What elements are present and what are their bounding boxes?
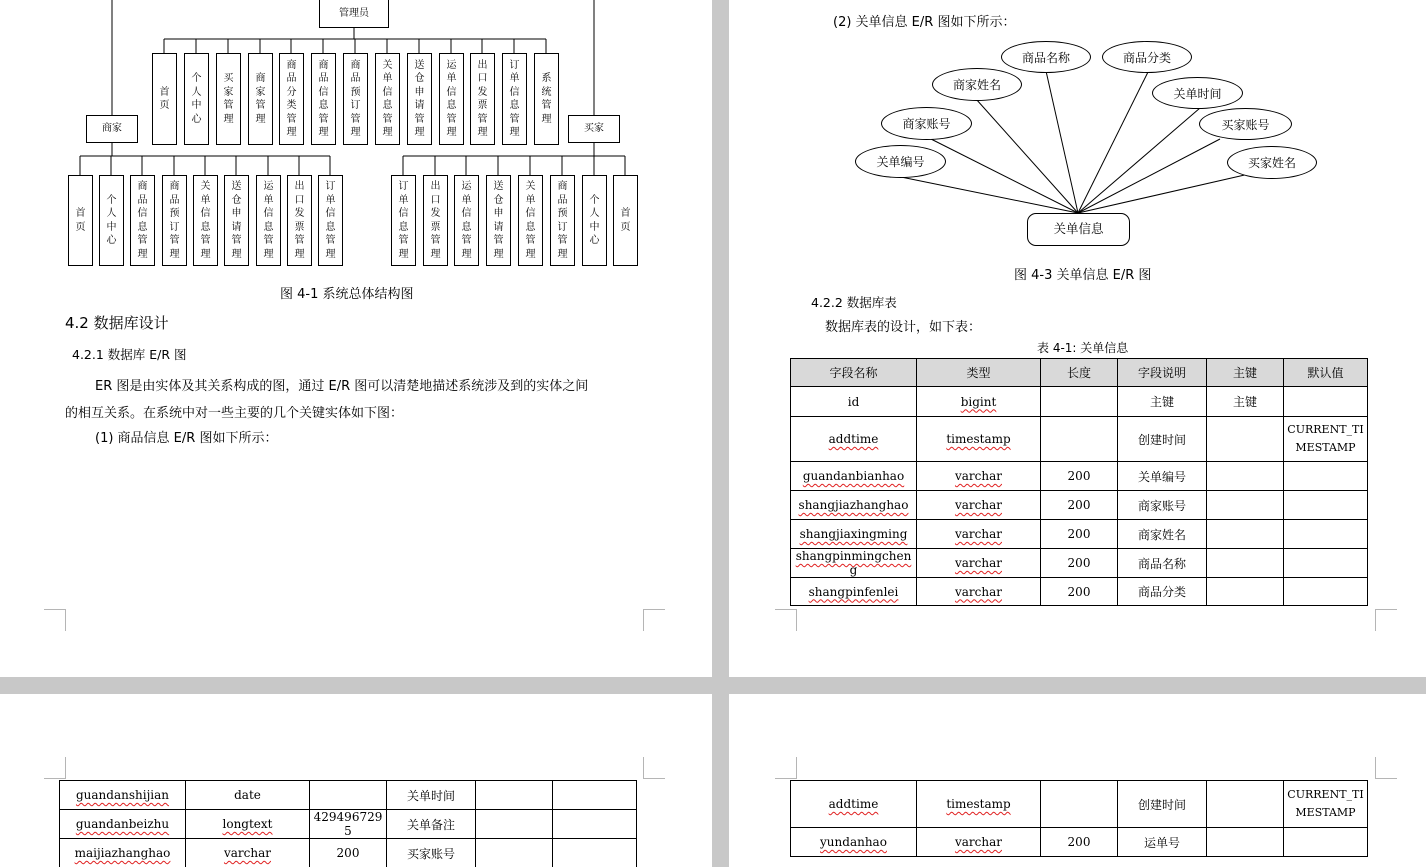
admin-module — [502, 53, 527, 145]
table-cell: 200 — [310, 839, 387, 867]
table-cell — [476, 839, 553, 867]
table-cell: guandanbeizhu — [60, 810, 186, 839]
document-page-1 — [0, 0, 712, 677]
table-cell: shangpinmingcheng — [791, 549, 917, 578]
figure-caption: 图 4-1 系统总体结构图 — [280, 287, 414, 302]
document-page-2 — [729, 0, 1426, 677]
table-cell: 200 — [1041, 549, 1118, 578]
paragraph-line: ER 图是由实体及其关系构成的图，通过 E/R 图可以清楚地描述系统涉及到的实体之间 — [95, 379, 589, 394]
module-label: 个人中心 — [589, 194, 600, 246]
table-header: 类型 — [917, 359, 1041, 387]
admin-module — [407, 53, 432, 145]
figure-caption: 图 4-3 关单信息 E/R 图 — [1014, 268, 1152, 283]
table-cell: 200 — [1041, 578, 1118, 606]
document-page-3 — [0, 694, 712, 867]
table-cell — [1207, 828, 1284, 857]
table-cell: timestamp — [917, 417, 1041, 462]
table-cell: varchar — [917, 549, 1041, 578]
module-label: 商家管理 — [255, 73, 266, 125]
table-cell: date — [186, 781, 310, 810]
table-cell: shangpinfenlei — [791, 578, 917, 606]
table-cell: varchar — [917, 828, 1041, 857]
table-cell: 关单备注 — [387, 810, 476, 839]
table-cell — [1284, 828, 1368, 857]
table-row — [791, 828, 1368, 857]
margin-mark — [44, 609, 66, 631]
buyer-module — [486, 175, 511, 266]
merchant-module — [256, 175, 281, 266]
table-header: 主键 — [1207, 359, 1284, 387]
subsection-heading: 4.2.2 数据库表 — [811, 295, 897, 310]
table-row — [60, 810, 637, 839]
table-cell: varchar — [186, 839, 310, 867]
admin-module — [216, 53, 241, 145]
table-caption: 表 4-1: 关单信息 — [1037, 341, 1129, 355]
module-label: 商品分类管理 — [286, 59, 297, 138]
table-cell — [1207, 781, 1284, 828]
er-attribute: 买家姓名 — [1227, 146, 1317, 179]
table-row — [791, 387, 1368, 417]
table-cell: 4294967295 — [310, 810, 387, 839]
module-label: 个人中心 — [106, 194, 117, 246]
margin-mark — [643, 609, 665, 631]
table-cell — [310, 781, 387, 810]
table-cell — [1207, 578, 1284, 606]
table-cell: shangjiazhanghao — [791, 491, 917, 520]
module-label: 送仓申请管理 — [493, 181, 504, 260]
module-label: 商品信息管理 — [137, 181, 148, 260]
table-cell: 商品分类 — [1118, 578, 1207, 606]
admin-module — [279, 53, 304, 145]
table-cell: 200 — [1041, 462, 1118, 491]
module-label: 首页 — [159, 86, 170, 111]
merchant-module — [68, 175, 93, 266]
table-row — [791, 549, 1368, 578]
table-row — [791, 578, 1368, 606]
table-cell — [1284, 520, 1368, 549]
er-attribute: 商品名称 — [1001, 41, 1091, 73]
module-label: 运单信息管理 — [263, 181, 274, 260]
er-attribute: 买家账号 — [1199, 108, 1292, 140]
table-cell — [1041, 417, 1118, 462]
admin-module — [343, 53, 368, 145]
table-cell: varchar — [917, 491, 1041, 520]
module-label: 出口发票管理 — [430, 181, 441, 260]
table-cell — [1284, 387, 1368, 417]
admin-module — [248, 53, 273, 145]
module-label: 订单信息管理 — [509, 59, 520, 138]
table-row — [791, 417, 1368, 462]
table-cell: 运单号 — [1118, 828, 1207, 857]
table-row — [791, 520, 1368, 549]
merchant-module — [287, 175, 312, 266]
list-item: (2) 关单信息 E/R 图如下所示： — [833, 15, 1016, 30]
er-attribute: 商家姓名 — [932, 68, 1022, 101]
er-attribute: 关单时间 — [1152, 77, 1243, 109]
table-cell: varchar — [917, 462, 1041, 491]
buyer-module — [518, 175, 543, 266]
module-label: 运单信息管理 — [446, 59, 457, 138]
module-label: 买家管理 — [223, 73, 234, 125]
er-attribute: 关单编号 — [855, 145, 946, 178]
table-cell — [476, 810, 553, 839]
document-page-4 — [729, 694, 1426, 867]
table-cell — [1284, 462, 1368, 491]
merchant-node: 商家 — [86, 115, 138, 143]
table-cell: 主键 — [1207, 387, 1284, 417]
table-cell: CURRENT_TIMESTAMP — [1284, 417, 1368, 462]
margin-mark — [775, 609, 797, 631]
table-cell: 商品名称 — [1118, 549, 1207, 578]
paragraph: 数据库表的设计，如下表： — [825, 320, 982, 335]
table-cell: 200 — [1041, 520, 1118, 549]
table-cell — [476, 781, 553, 810]
table-row — [60, 781, 637, 810]
table-header: 长度 — [1041, 359, 1118, 387]
admin-module — [470, 53, 495, 145]
admin-module — [375, 53, 400, 145]
table-header: 字段说明 — [1118, 359, 1207, 387]
table-cell — [553, 781, 637, 810]
table-cell: bigint — [917, 387, 1041, 417]
merchant-module — [224, 175, 249, 266]
margin-mark — [44, 757, 66, 779]
module-label: 首页 — [75, 208, 86, 233]
module-label: 关单信息管理 — [200, 181, 211, 260]
merchant-module — [318, 175, 343, 266]
table-cell: shangjiaxingming — [791, 520, 917, 549]
er-attribute: 商品分类 — [1102, 41, 1192, 73]
table-row — [791, 781, 1368, 828]
merchant-module — [193, 175, 218, 266]
table-header: 默认值 — [1284, 359, 1368, 387]
table-cell: 创建时间 — [1118, 781, 1207, 828]
module-label: 关单信息管理 — [525, 181, 536, 260]
module-label: 订单信息管理 — [325, 181, 336, 260]
module-label: 商品预订管理 — [350, 59, 361, 138]
table-cell: timestamp — [917, 781, 1041, 828]
merchant-module — [130, 175, 155, 266]
module-label: 系统管理 — [541, 73, 552, 125]
table-row — [60, 839, 637, 867]
module-label: 送仓申请管理 — [231, 181, 242, 260]
merchant-module — [99, 175, 124, 266]
buyer-module — [582, 175, 607, 266]
table-header-row — [791, 359, 1368, 387]
buyer-module — [550, 175, 575, 266]
table-cell: 买家账号 — [387, 839, 476, 867]
admin-module — [152, 53, 177, 145]
table-cell: id — [791, 387, 917, 417]
er-attribute: 商家账号 — [881, 107, 972, 140]
buyer-module — [454, 175, 479, 266]
paragraph-line: 的相互关系。在系统中对一些主要的几个关键实体如下图： — [65, 406, 404, 421]
buyer-node: 买家 — [568, 115, 620, 143]
table-cell: addtime — [791, 417, 917, 462]
table-cell: 关单编号 — [1118, 462, 1207, 491]
field-table — [790, 358, 1368, 606]
table-cell — [1207, 520, 1284, 549]
buyer-module — [423, 175, 448, 266]
margin-mark — [1375, 609, 1397, 631]
table-cell: 200 — [1041, 828, 1118, 857]
buyer-module — [391, 175, 416, 266]
table-cell: varchar — [917, 520, 1041, 549]
table-cell — [1207, 417, 1284, 462]
table-cell — [1041, 781, 1118, 828]
table-cell — [1207, 491, 1284, 520]
table-cell — [1041, 387, 1118, 417]
table-cell: 商家姓名 — [1118, 520, 1207, 549]
table-cell — [1207, 462, 1284, 491]
admin-module — [439, 53, 464, 145]
table-cell — [1284, 491, 1368, 520]
module-label: 出口发票管理 — [294, 181, 305, 260]
table-cell: 主键 — [1118, 387, 1207, 417]
er-entity: 关单信息 — [1027, 213, 1130, 246]
table-row — [791, 491, 1368, 520]
table-cell: 200 — [1041, 491, 1118, 520]
margin-mark — [775, 757, 797, 779]
table-cell — [553, 839, 637, 867]
module-label: 商品信息管理 — [318, 59, 329, 138]
admin-module — [184, 53, 209, 145]
table-cell: addtime — [791, 781, 917, 828]
module-label: 订单信息管理 — [398, 181, 409, 260]
table-cell: guandanshijian — [60, 781, 186, 810]
table-cell: varchar — [917, 578, 1041, 606]
field-table-2 — [790, 780, 1368, 857]
admin-node: 管理员 — [319, 0, 389, 28]
module-label: 运单信息管理 — [461, 181, 472, 260]
module-label: 商品预订管理 — [557, 181, 568, 260]
subsection-heading: 4.2.1 数据库 E/R 图 — [72, 347, 187, 362]
merchant-module — [162, 175, 187, 266]
module-label: 商品预订管理 — [169, 181, 180, 260]
table-cell: 创建时间 — [1118, 417, 1207, 462]
margin-mark — [643, 757, 665, 779]
table-cell: 关单时间 — [387, 781, 476, 810]
table-cell: CURRENT_TIMESTAMP — [1284, 781, 1368, 828]
table-cell: yundanhao — [791, 828, 917, 857]
table-cell: longtext — [186, 810, 310, 839]
list-item: (1) 商品信息 E/R 图如下所示： — [95, 431, 278, 446]
table-cell — [1207, 549, 1284, 578]
section-heading: 4.2 数据库设计 — [65, 314, 169, 332]
table-cell: guandanbianhao — [791, 462, 917, 491]
table-cell — [1284, 549, 1368, 578]
admin-module — [534, 53, 559, 145]
table-cell — [1284, 578, 1368, 606]
table-header: 字段名称 — [791, 359, 917, 387]
module-label: 送仓申请管理 — [414, 59, 425, 138]
admin-module — [311, 53, 336, 145]
field-table-continued — [59, 780, 637, 867]
margin-mark — [1375, 757, 1397, 779]
module-label: 关单信息管理 — [382, 59, 393, 138]
table-cell: maijiazhanghao — [60, 839, 186, 867]
module-label: 个人中心 — [191, 73, 202, 125]
module-label: 出口发票管理 — [477, 59, 488, 138]
table-row — [791, 462, 1368, 491]
buyer-module — [613, 175, 638, 266]
module-label: 首页 — [620, 208, 631, 233]
table-cell: 商家账号 — [1118, 491, 1207, 520]
table-cell — [553, 810, 637, 839]
